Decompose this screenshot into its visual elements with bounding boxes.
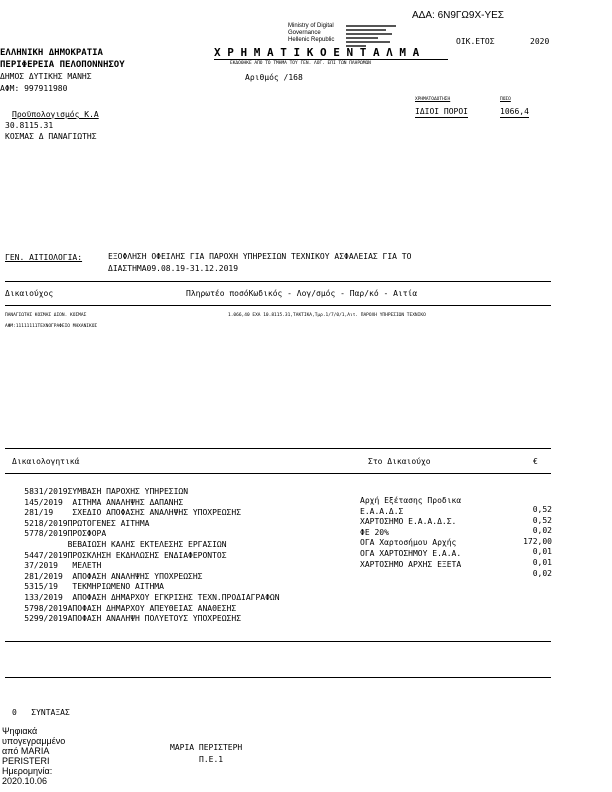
doc-desc: 133/2019 ΑΠΟΦΑΣΗ ΔΗΜΑΡΧΟΥ ΕΓΚΡΙΣΗΣ ΤΕΧΝ.ΠΡΟΔΙΑΓΡΑΦΩΝ xyxy=(24,592,280,602)
divider xyxy=(5,448,551,449)
stamp-line-3: Hellenic Republic xyxy=(288,37,335,43)
doc-to: ΦΕ 20% xyxy=(360,527,389,537)
doc-desc: 5778/2019ΠΡΟΣΦΟΡΑ xyxy=(24,529,107,539)
doc-desc: 5447/2019ΠΡΟΣΚΛΗΣΗ ΕΚΔΗΛΩΣΗΣ ΕΝΔΙΑΦΕΡΟΝΤΟΣ xyxy=(24,550,227,560)
signatory-name: ΜΑΡΙΑ ΠΕΡΙΣΤΕΡΗ xyxy=(170,743,243,752)
signature-line: υπογεγραμμένο xyxy=(2,736,66,746)
beneficiary-payment-detail: 1.066,40 ΕΧΑ 10.8115.31,ΤΑΚΤΙΚΑ,Τμρ.1/7/0/1,Αιτ. ΠΑΡΟΧΗ ΥΠΗΡΕΣΙΩΝ ΤΕΧΝΙΚΟ xyxy=(228,313,426,318)
issuer-afm: ΑΦΜ: 997911980 xyxy=(0,84,68,93)
reason-line-1: ΕΞΟΦΛΗΣΗ ΟΦΕΙΛΗΣ ΓΙΑ ΠΑΡΟΧΗ ΥΠΗΡΕΣΙΩΝ ΤΕΧΝΙΚΟΥ ΑΣΦΑΛΕΙΑΣ ΓΙΑ ΤΟ xyxy=(108,252,412,261)
doc-amount: 0,01 xyxy=(532,557,552,567)
reason-label: ΓΕΝ. ΑΙΤΙΟΛΟΓΙΑ: xyxy=(5,253,83,262)
docs-row xyxy=(5,605,552,624)
document-number: Αριθμός /168 xyxy=(245,73,303,82)
doc-to: ΧΑΡΤΟΣΗΜΟ Ε.Α.Α.Δ.Σ. xyxy=(360,517,457,527)
fiscal-year-label: ΟΙΚ.ΕΤΟΣ xyxy=(456,37,495,46)
funding-source-label: ΧΡΗΜΑΤΟΔΟΤΗΣΗ xyxy=(415,97,451,102)
doc-to: ΟΓΑ Χαρτοσήμου Αρχής xyxy=(360,538,457,548)
ada-code: ΑΔΑ: 6Ν9ΓΩ9Χ-ΥΕΣ xyxy=(412,10,504,21)
doc-desc: 5218/2019ΠΡΩΤΟΓΕΝΕΣ ΑΙΤΗΜΑ xyxy=(24,518,150,528)
divider xyxy=(5,305,551,306)
docs-row xyxy=(5,592,552,613)
signature-line: 2020.10.06 xyxy=(2,776,48,786)
stamp-line-2: Governance xyxy=(288,30,321,36)
doc-desc: 281/19 ΣΧΕΔΙΟ ΑΠΟΦΑΣΗΣ ΑΝΑΛΗΨΗΣ ΥΠΟΧΡΕΩΣΗΣ xyxy=(24,508,242,518)
docs-row xyxy=(5,584,552,602)
funding-source: ΙΔΙΟΙ ΠΟΡΟΙ xyxy=(415,107,468,116)
signature-line: Ψηφιακά xyxy=(2,726,38,736)
doc-amount: 0,02 xyxy=(532,568,552,578)
doc-to: Αρχή Εξέτασης Προδικα xyxy=(360,496,462,505)
doc-desc: ΒΕΒΑΙΩΣΗ ΚΑΛΗΣ ΕΚΤΕΛΕΣΗΣ ΕΡΓΑΣΙΩΝ xyxy=(24,539,227,549)
budget-label: Προϋπολογισμός Κ.Α xyxy=(12,110,99,119)
divider xyxy=(5,677,551,678)
doc-amount: 0,02 xyxy=(532,526,552,536)
doc-amount: 172,00 xyxy=(523,536,552,546)
divider xyxy=(5,473,551,474)
doc-desc: 5299/2019ΑΠΟΦΑΣΗ ΑΝΑΛΗΨΗ ΠΟΛΥΕΤΟΥΣ ΥΠΟΧΡΕΩΣΗΣ xyxy=(24,614,242,624)
stamp-line-1: Ministry of Digital xyxy=(288,23,334,29)
budget-name: ΚΟΣΜΑΣ Δ ΠΑΝΑΓΙΩΤΗΣ xyxy=(5,132,97,141)
doc-desc: 37/2019 ΜΕΛΕΤΗ xyxy=(24,561,102,571)
pension-count: 0 ΣΥΝΤΑΞΑΣ xyxy=(12,708,70,717)
doc-amount: 0,52 xyxy=(532,515,552,525)
doc-desc: 5315/19 ΤΕΚΜΗΡΙΩΜΕΝΟ ΑΙΤΗΜΑ xyxy=(24,582,164,592)
doc-desc: 281/2019 ΑΠΟΦΑΣΗ ΑΝΑΛΗΨΗΣ ΥΠΟΧΡΕΩΣΗΣ xyxy=(24,571,203,581)
signatory-role: Π.Ε.1 xyxy=(199,755,224,764)
doc-to: Ε.Α.Α.Δ.Σ xyxy=(360,506,404,516)
docs-header-right: € xyxy=(533,457,538,466)
amount-label: ΠΟΣΟ xyxy=(500,97,511,102)
docs-header-mid: Στο Δικαιούχο xyxy=(368,457,431,466)
beneficiary-header-right: Πληρωτέο ποσόΚωδικός - Λογ/σμός - Παρ/κό - Αιτία xyxy=(186,289,418,298)
beneficiary-afm: ΑΦΜ:11111111ΤΕΧΝΟΓΡΑΦΕΙΟ ΜΗΧΑΝΙΚΟΣ xyxy=(5,324,98,329)
reason-line-2: ΔΙΑΣΤΗΜΑ09.08.19-31.12.2019 xyxy=(108,264,239,273)
doc-desc: 145/2019 ΑΙΤΗΜΑ ΑΝΑΛΗΨΗΣ ΔΑΠΑΝΗΣ xyxy=(24,497,184,507)
issuer-line-2: ΠΕΡΙΦΕΡΕΙΑ ΠΕΛΟΠΟΝΝΗΣΟΥ xyxy=(0,60,125,70)
budget-code: 30.8115.31 xyxy=(5,121,54,130)
title-underline xyxy=(214,59,448,60)
digital-signature xyxy=(2,726,65,786)
signature-line: από MARIA xyxy=(2,746,50,756)
doc-desc: 5798/2019ΑΠΟΦΑΣΗ ΔΗΜΑΡΧΟΥ ΑΠΕΥΘΕΙΑΣ ΑΝΑΘΕΣΗΣ xyxy=(24,603,237,613)
docs-list xyxy=(5,478,552,624)
beneficiary-header-left: Δικαιούχος xyxy=(5,289,54,298)
issuer-line-1: ΕΛΛΗΝΙΚΗ ΔΗΜΟΚΡΑΤΙΑ xyxy=(0,48,103,58)
signature-line: PERISTERI xyxy=(2,756,50,766)
doc-amount: 0,01 xyxy=(532,547,552,557)
signature-line: Ημερομηνία: xyxy=(2,766,53,776)
divider xyxy=(5,641,551,642)
doc-amount: 0,52 xyxy=(532,505,552,514)
fiscal-year: 2020 xyxy=(530,37,550,46)
docs-header-left: Δικαιολογητικά xyxy=(12,457,80,466)
issuer-line-3: ΔΗΜΟΣ ΔΥΤΙΚΗΣ ΜΑΝΗΣ xyxy=(0,72,92,81)
divider xyxy=(5,281,551,282)
beneficiary-name: ΠΑΝΑΓΙΩΤΗΣ ΚΟΣΜΑΣ ΔΙΟΝ. ΚΟΣΜΑΣ xyxy=(5,313,87,318)
document-title: Χ Ρ Η Μ Α Τ Ι Κ Ο Ε Ν Τ Α Λ Μ Α xyxy=(214,46,420,59)
docs-row xyxy=(5,573,552,592)
docs-row xyxy=(5,563,552,581)
ministry-stamp xyxy=(288,23,334,44)
funding-amount: 1066,4 xyxy=(500,107,529,116)
doc-desc: 5831/2019ΣΥΜΒΑΣΗ ΠΑΡΟΧΗΣ ΥΠΗΡΕΣΙΩΝ xyxy=(24,487,189,496)
doc-to: ΟΓΑ ΧΑΡΤΟΣΗΜΟΥ Ε.Α.Α. xyxy=(360,548,462,558)
doc-to: ΧΑΡΤΟΣΗΜΟ ΑΡΧΗΣ ΕΞΕΤΑ xyxy=(360,559,462,569)
document-subtitle: ΕΚΔΟΘΗΚΕ ΑΠΟ ΤΟ ΤΜΗΜΑ ΤΟΥ ΓΕΝ. ΛΟΓ. ΕΠΙ ΤΩΝ ΠΛΗΡΩΜΩΝ xyxy=(230,61,371,66)
